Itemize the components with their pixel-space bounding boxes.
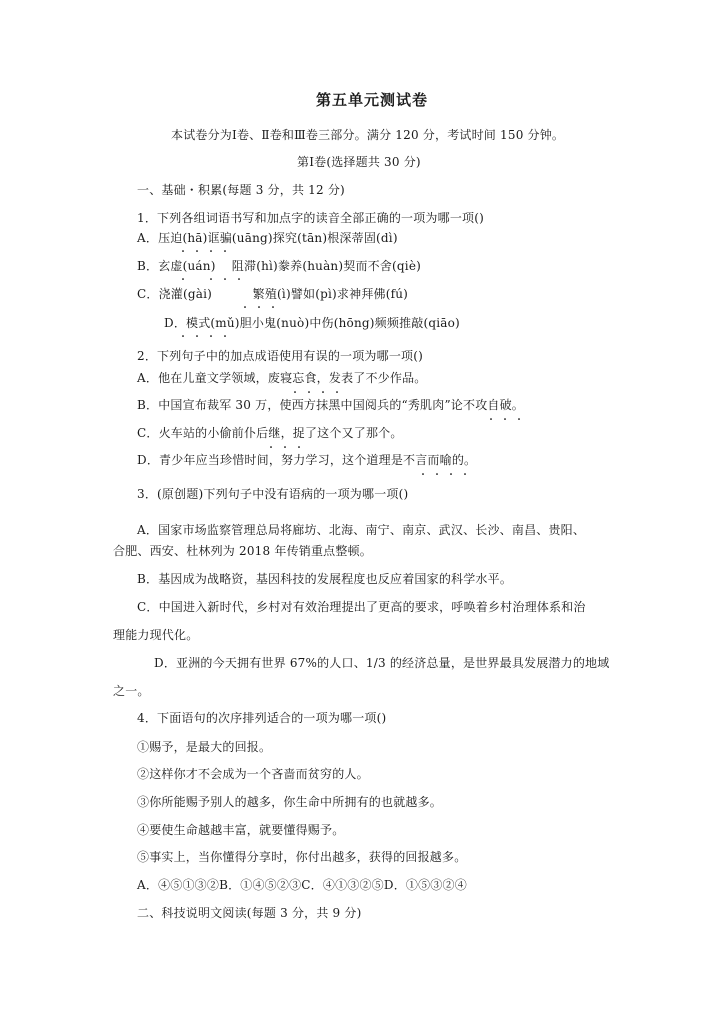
question-3-option-d-cont: 之一。: [113, 684, 150, 698]
emphasis-dots: ・・・: [486, 415, 528, 426]
question-2-option-a: A．他在儿童文学领域，废寝忘食，发表了不少作品。: [137, 371, 427, 385]
emphasis-dots: ・・・: [266, 443, 308, 454]
question-3-option-d: D．亚洲的今天拥有世界 67%的人口、1/3 的经济总量，是世界最具发展潜力的地域: [154, 656, 610, 670]
question-3-option-c-cont: 理能力现代化。: [113, 628, 199, 642]
question-4-sentence-2: ②这样你才不会成为一个吝啬而贫穷的人。: [137, 767, 369, 781]
emphasis-dots: ・・・・: [290, 388, 346, 399]
question-1-option-d: D．模式(mǔ)胆小鬼(nuò)中伤(hōng)频频推敲(qiāo): [164, 316, 460, 330]
exam-instructions: 本试卷分为Ⅰ卷、Ⅱ卷和Ⅲ卷三部分。满分 120 分，考试时间 150 分钟。: [171, 128, 565, 142]
question-4-sentence-5: ⑤事实上，当你懂得分享时，你付出越多，获得的回报越多。: [137, 850, 467, 864]
question-3-option-b: B．基因成为战略资，基因科技的发展程度也反应着国家的科学水平。: [137, 572, 513, 586]
question-2-stem: 2．下列句子中的加点成语使用有误的一项为哪一项(): [137, 349, 423, 363]
emphasis-dots: ・・・・: [178, 332, 234, 343]
question-1-option-c: C．浇灌(gài) 繁殖(ì)譬如(pì)求神拜佛(fú): [137, 287, 409, 301]
question-4-stem: 4．下面语句的次序排列适合的一项为哪一项(): [137, 711, 387, 725]
question-3-option-a-cont: 合肥、西安、杜林列为 2018 年传销重点整顿。: [113, 544, 372, 558]
question-4-options: A．④⑤①③②B．①④⑤②③C．④①③②⑤D．①⑤③②④: [137, 878, 467, 892]
emphasis-dots: ・・・・: [178, 247, 234, 258]
document-title: 第五单元测试卷: [316, 91, 429, 109]
question-1-option-a: A．压迫(hā)诓骗(uāng)探究(tān)根深蒂固(dì): [137, 231, 398, 245]
question-1-option-b: B．玄虚(uán) 阻滞(hì)豢养(huàn)契而不舍(qiè): [137, 259, 422, 273]
emphasis-dots: ・ ・・・: [178, 275, 248, 286]
section-heading-reading: 二、科技说明文阅读(每题 3 分，共 9 分): [137, 906, 362, 920]
question-2-option-c: C．火车站的小偷前仆后继，捉了这个又了那个。: [137, 426, 403, 440]
question-4-sentence-3: ③你所能赐予别人的越多，你生命中所拥有的也就越多。: [137, 795, 443, 809]
question-3-stem: 3．(原创题)下列句子中没有语病的一项为哪一项(): [137, 487, 409, 501]
question-4-sentence-1: ①赐予，是最大的回报。: [137, 740, 272, 754]
section-heading-basics: 一、基础・积累(每题 3 分，共 12 分): [137, 183, 345, 197]
question-2-option-b: B．中国宣布裁军 30 万，使西方抹黑中国阅兵的“秀肌肉”论不攻自破。: [137, 398, 524, 412]
emphasis-dots: ・・・: [240, 303, 282, 314]
question-1-stem: 1．下列各组词语书写和加点字的读音全部正确的一项为哪一项(): [137, 211, 485, 225]
question-4-sentence-4: ④要使生命越越丰富，就要懂得赐予。: [137, 823, 345, 837]
question-2-option-d: D．青少年应当珍惜时间，努力学习，这个道理是不言而喻的。: [137, 453, 477, 467]
question-3-option-c: C．中国进入新时代，乡村对有效治理提出了更高的要求，呼唤着乡村治理体系和治: [137, 600, 586, 614]
question-3-option-a: A．国家市场监察管理总局将廊坊、北海、南宁、南京、武汉、长沙、南昌、贵阳、: [137, 523, 586, 537]
emphasis-dots: ・・・・: [418, 470, 474, 481]
volume-heading: 第Ⅰ卷(选择题共 30 分): [297, 155, 421, 169]
